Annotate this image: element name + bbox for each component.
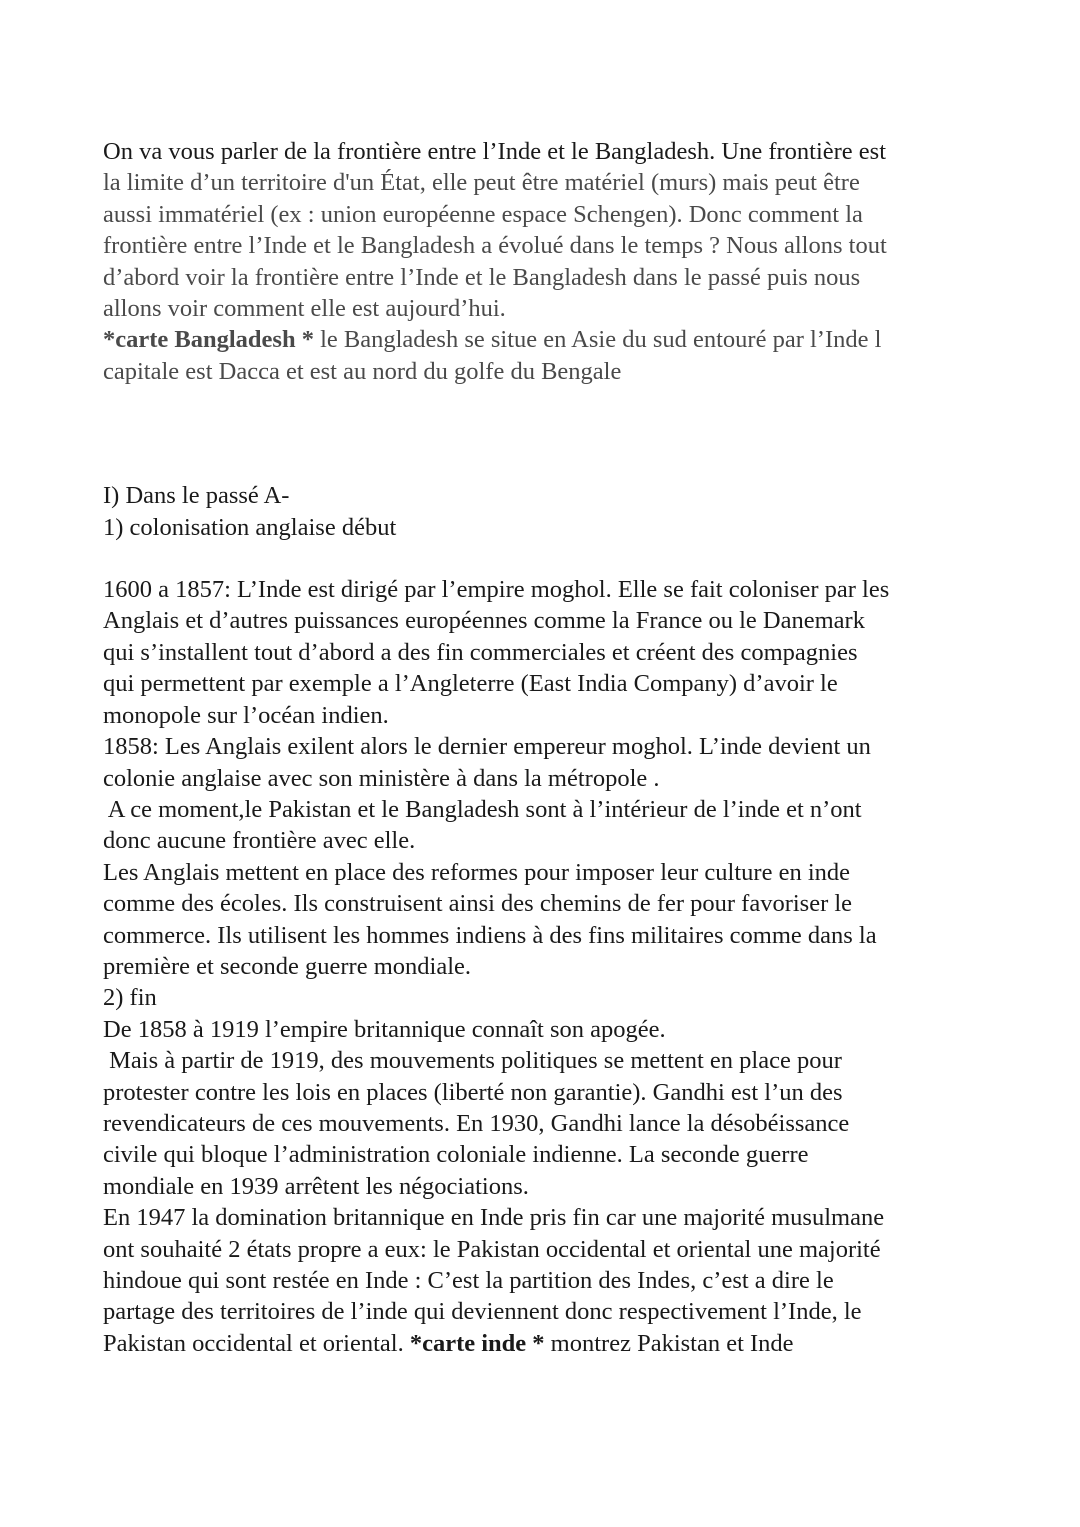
text-line: frontière entre l’Inde et le Bangladesh a évolué dans le temps ? Nous allons tout: [103, 232, 887, 260]
text-line: protester contre les lois en places (liberté non garantie). Gandhi est l’un des: [103, 1078, 843, 1106]
subsection-heading: 2) fin: [103, 984, 157, 1012]
text-line: On va vous parler de la frontière entre l’Inde et le Bangladesh. Une frontière est: [103, 138, 886, 165]
section-heading: I) Dans le passé A-: [103, 482, 290, 510]
text-line: aussi immatériel (ex : union européenne espace Schengen). Donc comment la: [103, 200, 863, 228]
text-line: capitale est Dacca et est au nord du golfe du Bengale: [103, 357, 622, 385]
text-line: monopole sur l’océan indien.: [103, 701, 389, 729]
text-line: donc aucune frontière avec elle.: [103, 827, 416, 855]
text-line: colonie anglaise avec son ministère à dans la métropole .: [103, 764, 660, 792]
text-line: mondiale en 1939 arrêtent les négociations.: [103, 1172, 529, 1200]
text-line: la limite d’un territoire d'un État, elle peut être matériel (murs) mais peut être: [103, 169, 860, 197]
map-reference-line: [103, 1328, 1003, 1359]
text-line: partage des territoires de l’inde qui deviennent donc respectivement l’Inde, le: [103, 1298, 862, 1326]
text-segment: montrez Pakistan et Inde: [544, 1329, 794, 1357]
paragraph-colonisation: [103, 574, 1003, 982]
text-line: d’abord voir la frontière entre l’Inde et le Bangladesh dans le passé puis nous: [103, 263, 861, 291]
text-line: 1600 a 1857: L’Inde est dirigé par l’empire moghol. Elle se fait coloniser par les: [103, 576, 890, 604]
text-line: qui s’installent tout d’abord a des fin commerciales et créent des compagnies: [103, 638, 858, 666]
text-line: ont souhaité 2 états propre a eux: le Pakistan occidental et oriental une majorité: [103, 1235, 881, 1263]
text-line: civile qui bloque l’administration coloniale indienne. La seconde guerre: [103, 1141, 809, 1169]
spacer: [103, 387, 1003, 480]
text-line: En 1947 la domination britannique en Inde pris fin car une majorité musulmane: [103, 1204, 885, 1232]
text-segment: Pakistan occidental et oriental.: [103, 1329, 410, 1357]
map-reference-line: [103, 324, 1003, 355]
text-line: A ce moment,le Pakistan et le Bangladesh sont à l’intérieur de l’inde et n’ont: [103, 795, 862, 823]
text-line: Anglais et d’autres puissances européennes comme la France ou le Danemark: [103, 607, 865, 635]
subsection-heading: 1) colonisation anglaise début: [103, 513, 397, 541]
text-line: Mais à partir de 1919, des mouvements politiques se mettent en place pour: [103, 1047, 842, 1075]
text-line: hindoue qui sont restée en Inde : C’est la partition des Indes, c’est a dire le: [103, 1267, 834, 1294]
document-page: [103, 136, 1003, 1359]
map-reference-label: *carte Bangladesh *: [103, 326, 314, 354]
map-reference-text: le Bangladesh se situe en Asie du sud entouré par l’Inde l: [313, 326, 882, 354]
text-line: comme des écoles. Ils construisent ainsi des chemins de fer pour favoriser le: [103, 890, 853, 918]
text-line: 1858: Les Anglais exilent alors le dernier empereur moghol. L’inde devient un: [103, 733, 871, 761]
text-line: commerce. Ils utilisent les hommes indiens à des fins militaires comme dans la: [103, 921, 877, 949]
text-line: première et seconde guerre mondiale.: [103, 952, 472, 980]
text-line: allons voir comment elle est aujourd’hui.: [103, 295, 506, 323]
paragraph-end: [103, 1014, 1003, 1359]
map-reference-label: *carte inde *: [409, 1329, 545, 1357]
text-line: De 1858 à 1919 l’empire britannique connaît son apogée.: [103, 1015, 666, 1043]
text-line: Les Anglais mettent en place des reformes pour imposer leur culture en inde: [103, 858, 850, 886]
section-past: [103, 480, 1003, 1359]
text-line: qui permettent par exemple a l’Angleterre (East India Company) d’avoir le: [103, 670, 838, 698]
spacer: [103, 543, 1003, 574]
intro-paragraph: [103, 136, 1003, 387]
text-line: revendicateurs de ces mouvements. En 1930, Gandhi lance la désobéissance: [103, 1109, 850, 1137]
